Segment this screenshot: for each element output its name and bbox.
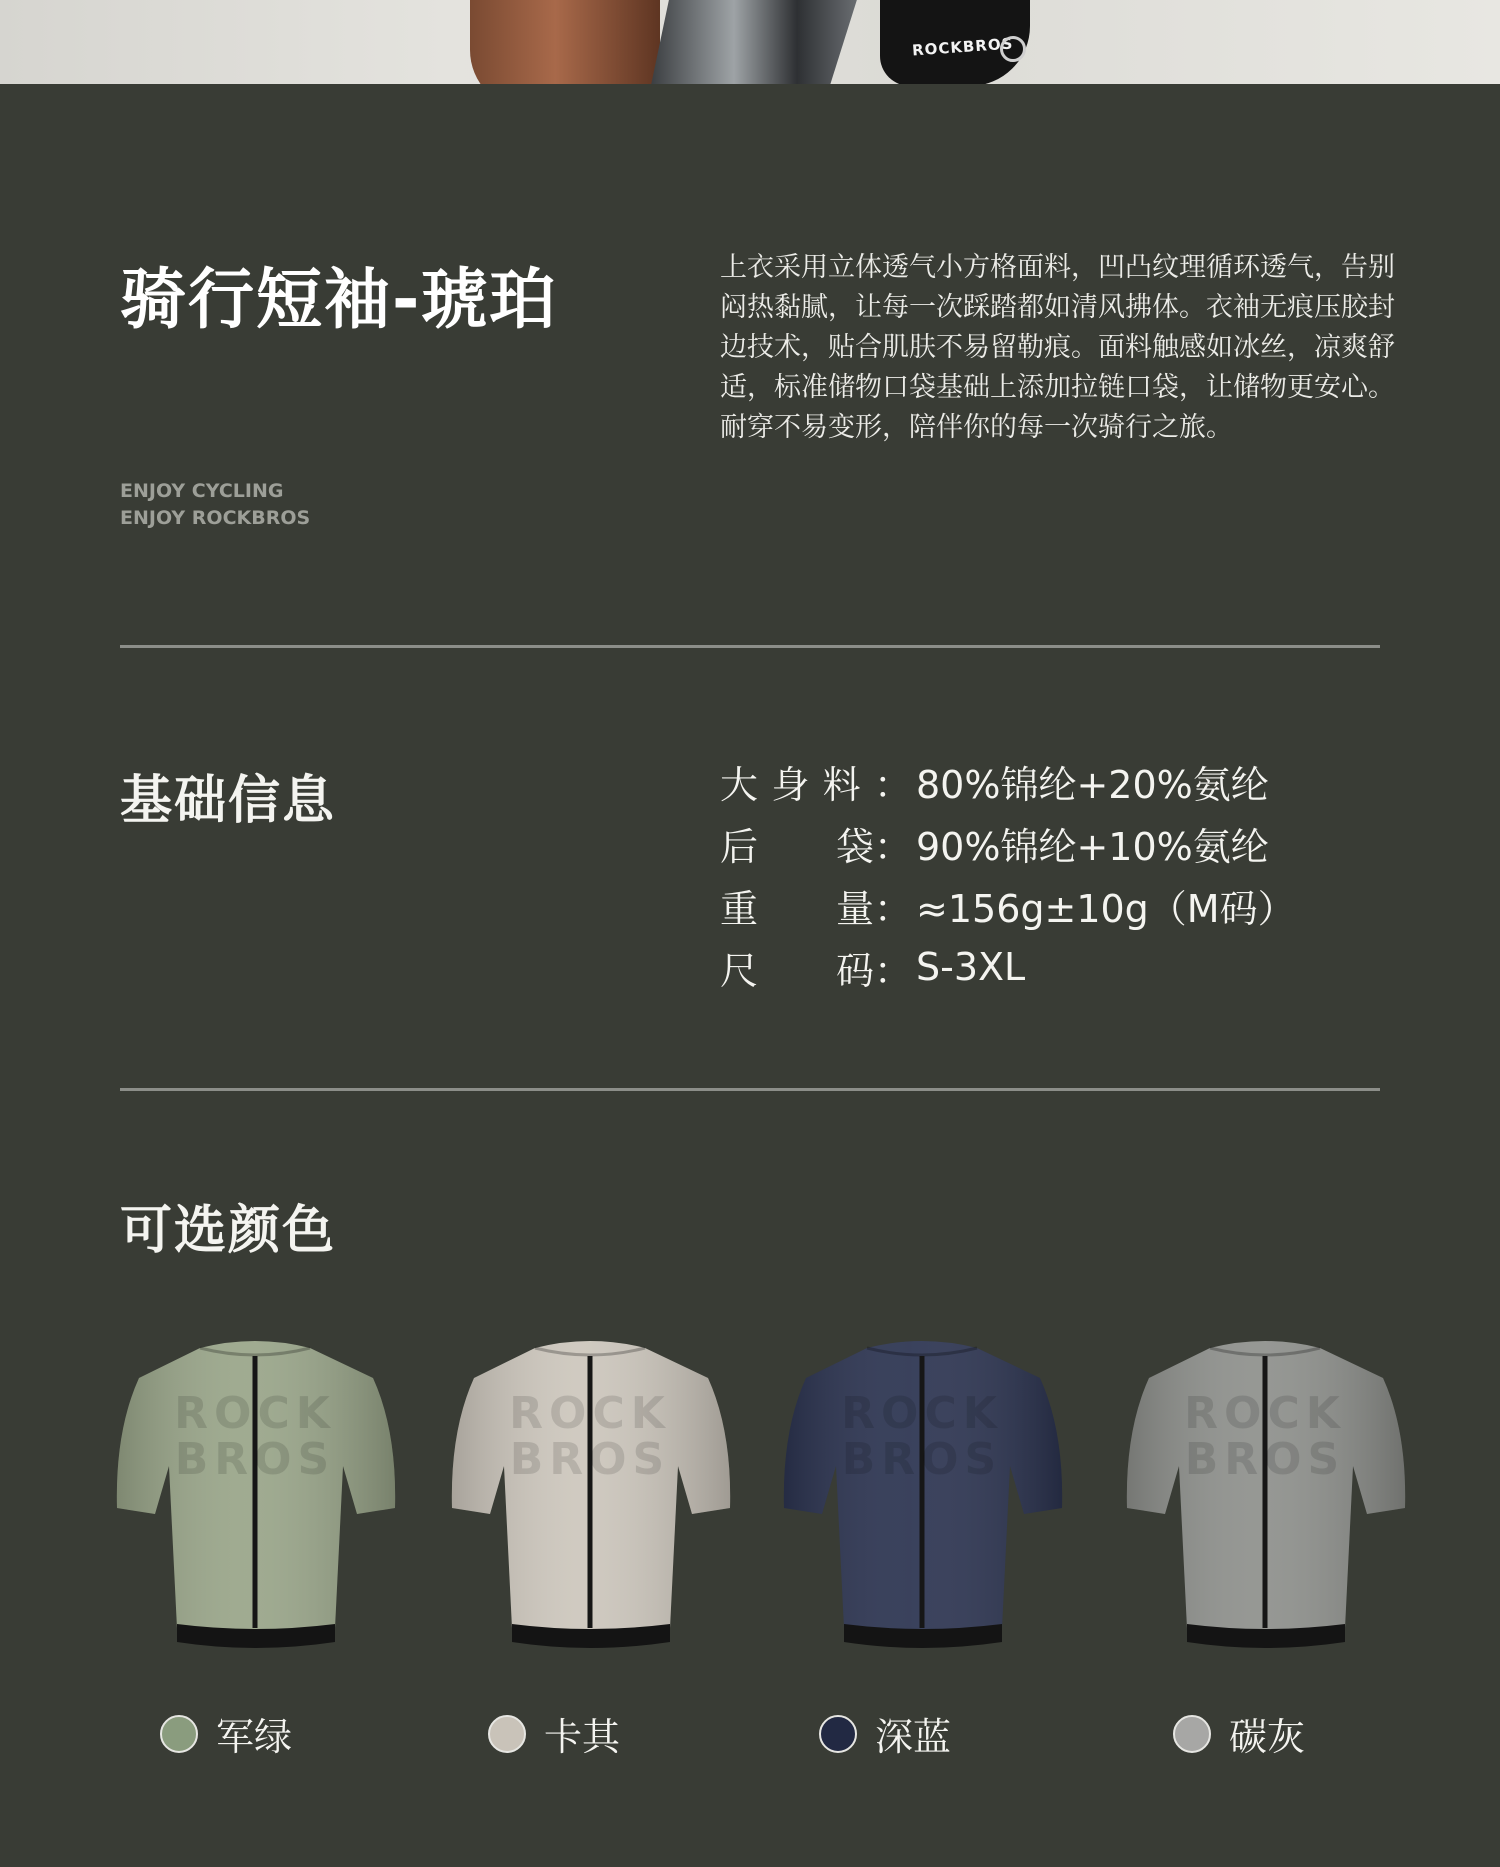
- spec-label-char: 重: [720, 886, 759, 931]
- spec-label-char: 身: [771, 762, 810, 807]
- spec-label-char: 大: [720, 762, 759, 807]
- tagline-line-1: ENJOY CYCLING: [120, 480, 284, 502]
- rider-arm: [470, 0, 660, 84]
- spec-label-char: 袋: [835, 824, 874, 869]
- spec-label-char: 码: [835, 948, 874, 993]
- svg-text:ROCK: ROCK: [1184, 1388, 1346, 1439]
- spec-value: ≈156g±10g（M码）: [916, 886, 1296, 931]
- tagline-line-2: ENJOY ROCKBROS: [120, 507, 311, 529]
- color-label: 军绿: [216, 1715, 293, 1759]
- bike-frame: [650, 0, 860, 84]
- colors-heading: 可选颜色: [120, 1201, 337, 1261]
- jersey-navy: [772, 1336, 1072, 1666]
- jersey-carbon-gray: [1115, 1336, 1415, 1666]
- hero-photo: [0, 0, 1500, 84]
- spec-list: [720, 750, 1296, 998]
- svg-text:BROS: BROS: [509, 1434, 671, 1485]
- color-option-khaki[interactable]: [488, 1706, 620, 1761]
- spec-label: [720, 878, 912, 933]
- spec-value: 80%锦纶+20%氨纶: [916, 762, 1269, 807]
- spec-label: [720, 754, 912, 809]
- spec-label: [720, 816, 912, 871]
- spec-value: 90%锦纶+10%氨纶: [916, 824, 1269, 869]
- glove-strap-ring: [1000, 36, 1026, 62]
- color-option-army-green[interactable]: [160, 1706, 292, 1761]
- spec-label: [720, 940, 912, 995]
- product-description: 上衣采用立体透气小方格面料，凹凸纹理循环透气，告别闷热黏腻，让每一次踩踏都如清风拂体。衣袖无痕压胶封边技术，贴合肌肤不易留勒痕。面料触感如冰丝，凉爽舒适，标准储物口袋基础上添加拉链口袋，让储物更安心。耐穿不易变形，陪伴你的每一次骑行之旅。: [720, 252, 1395, 443]
- svg-text:ROCK: ROCK: [174, 1388, 336, 1439]
- spec-colon: ：: [873, 762, 912, 807]
- color-label: 深蓝: [875, 1715, 952, 1759]
- color-option-carbon-gray[interactable]: [1173, 1706, 1305, 1761]
- svg-text:BROS: BROS: [841, 1434, 1003, 1485]
- tagline: [120, 478, 310, 532]
- spec-row-size: [720, 936, 1296, 998]
- spec-row-pocket: [720, 812, 1296, 874]
- color-option-navy[interactable]: [819, 1706, 951, 1761]
- spec-colon: ：: [873, 948, 912, 993]
- color-swatch: [1173, 1715, 1211, 1753]
- jersey-army-green: [105, 1336, 405, 1666]
- spec-label-char: 尺: [720, 948, 759, 993]
- spec-colon: ：: [873, 886, 912, 931]
- spec-row-weight: [720, 874, 1296, 936]
- color-label: 碳灰: [1229, 1715, 1306, 1759]
- spec-label-char: 料: [822, 762, 861, 807]
- color-swatch: [819, 1715, 857, 1753]
- spec-row-fabric: [720, 750, 1296, 812]
- basic-info-heading: 基础信息: [120, 771, 337, 831]
- section-divider: [120, 645, 1380, 648]
- color-swatch: [488, 1715, 526, 1753]
- spec-value: S-3XL: [916, 945, 1026, 989]
- glove-brand-logo: ROCKBROS: [911, 34, 1014, 60]
- jersey-khaki: [440, 1336, 740, 1666]
- svg-text:BROS: BROS: [174, 1434, 336, 1485]
- section-divider: [120, 1088, 1380, 1091]
- spec-label-char: 量: [835, 886, 874, 931]
- product-title: 骑行短袖-琥珀: [120, 261, 558, 338]
- svg-text:BROS: BROS: [1184, 1434, 1346, 1485]
- svg-text:ROCK: ROCK: [509, 1388, 671, 1439]
- color-swatch: [160, 1715, 198, 1753]
- spec-label-char: 后: [720, 824, 759, 869]
- svg-text:ROCK: ROCK: [841, 1388, 1003, 1439]
- spec-colon: ：: [873, 824, 912, 869]
- color-label: 卡其: [544, 1715, 621, 1759]
